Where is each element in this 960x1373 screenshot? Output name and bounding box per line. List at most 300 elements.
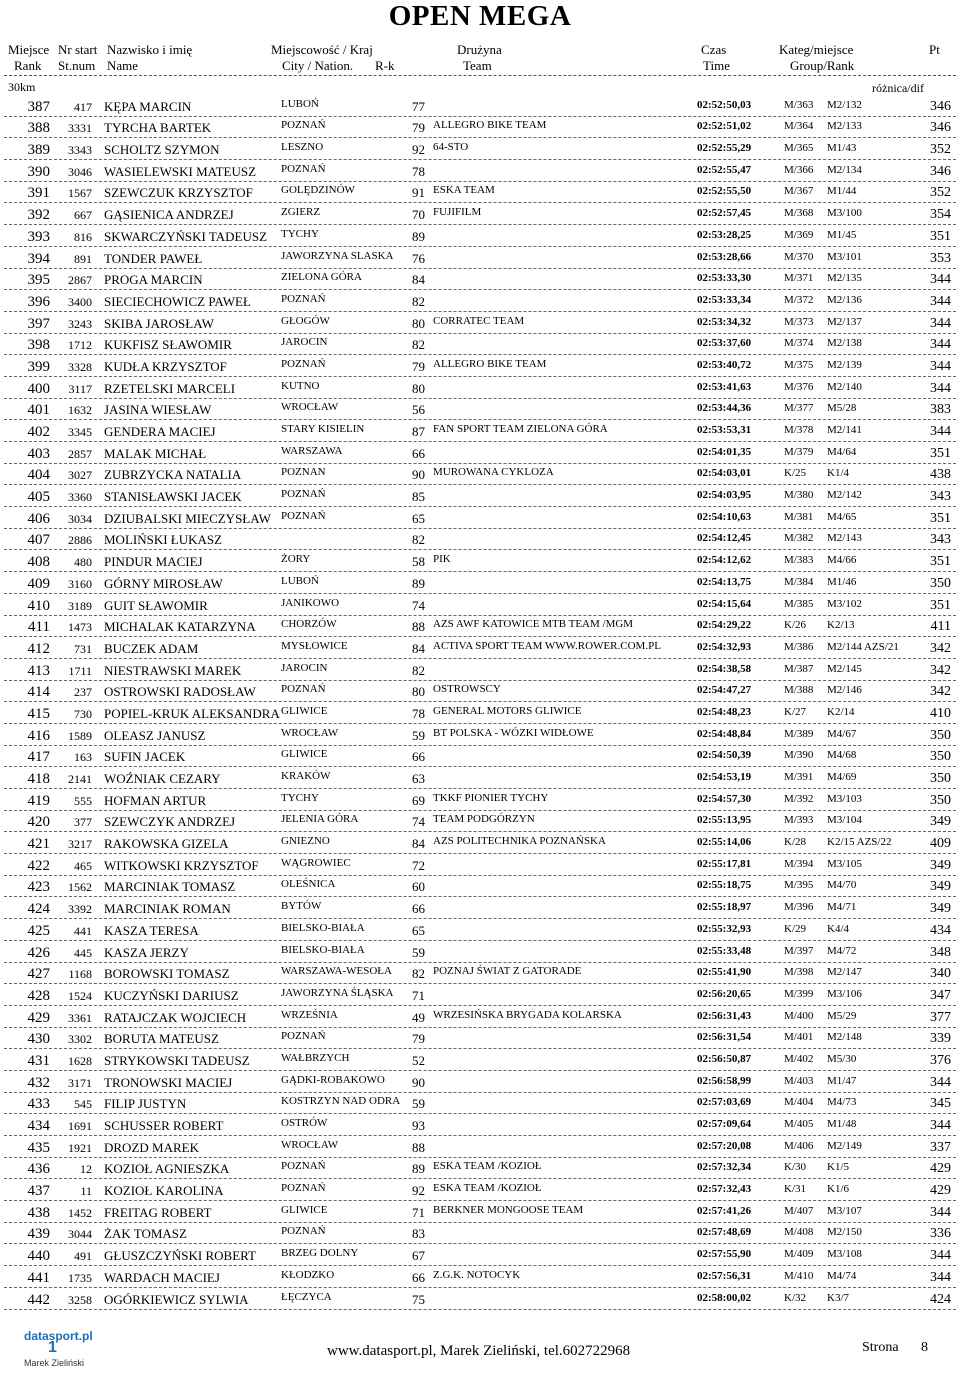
table-row (0, 854, 960, 876)
points-cell: 340 (930, 966, 951, 982)
points-cell: 349 (930, 857, 951, 873)
table-row (0, 247, 960, 269)
group-rank-cell: M3/105 (827, 857, 862, 870)
team-cell: ESKA TEAM (433, 184, 495, 197)
city-cell: KOSTRZYN NAD ODRA (281, 1095, 401, 1108)
start-number-cell: 1452 (68, 1205, 92, 1220)
city-cell: BIELSKO-BIAŁA (281, 943, 365, 956)
time-cell: 02:53:28,66 (697, 250, 752, 263)
birth-year-cell: 74 (412, 814, 425, 830)
city-cell: GNIEZNO (281, 835, 330, 848)
birth-year-cell: 66 (412, 901, 425, 917)
points-cell: 350 (930, 749, 951, 765)
points-cell: 336 (930, 1226, 951, 1242)
team-cell: FAN SPORT TEAM ZIELONA GÓRA (433, 423, 608, 435)
header-nazwisko: Nazwisko i imię (107, 42, 193, 57)
category-cell: M/366 (784, 163, 814, 176)
team-cell: TKKF PIONIER TYCHY (433, 791, 549, 804)
header-kateg: Kateg/miejsce (779, 42, 854, 57)
table-row (0, 203, 960, 225)
birth-year-cell: 75 (412, 1291, 425, 1307)
rider-name-cell: MICHALAK KATARZYNA (104, 619, 256, 635)
rider-name-cell: WOŹNIAK CEZARY (104, 771, 221, 786)
time-cell: 02:53:41,63 (697, 380, 752, 393)
start-number-cell: 491 (74, 1249, 92, 1264)
birth-year-cell: 77 (412, 98, 425, 114)
page-title: OPEN MEGA (388, 0, 572, 32)
rank-cell: 410 (27, 597, 50, 614)
rider-name-cell: GĄSIENICA ANDRZEJ (104, 207, 234, 223)
team-cell: WRZESIŃSKA BRYGADA KOLARSKA (433, 1008, 622, 1021)
table-row (0, 1158, 960, 1180)
start-number-cell: 1562 (68, 880, 92, 895)
category-cell: K/28 (784, 836, 806, 849)
city-cell: CHORZÓW (281, 618, 337, 631)
rider-name-cell: OSTROWSKI RADOSŁAW (104, 684, 256, 700)
category-cell: M/378 (784, 424, 814, 436)
table-row (0, 1266, 960, 1288)
time-cell: 02:54:50,39 (697, 749, 752, 762)
start-number-cell: 3044 (68, 1227, 92, 1242)
start-number-cell: 237 (74, 685, 92, 700)
category-cell: M/398 (784, 966, 814, 979)
city-cell: JAROCIN (281, 661, 328, 674)
table-row (0, 919, 960, 941)
table-row (0, 377, 960, 399)
birth-year-cell: 84 (412, 836, 425, 852)
rank-cell: 399 (27, 358, 50, 375)
rider-name-cell: GÓRNY MIROSŁAW (104, 575, 223, 591)
time-cell: 02:52:51,02 (697, 120, 752, 133)
start-number-cell: 891 (74, 251, 92, 266)
table-row (0, 550, 960, 572)
rank-cell: 411 (28, 619, 50, 636)
category-cell: M/363 (784, 98, 814, 111)
category-cell: M/373 (784, 315, 814, 328)
rider-name-cell: GENDERA MACIEJ (104, 424, 216, 439)
rank-cell: 421 (27, 836, 50, 853)
time-cell: 02:55:18,97 (697, 901, 752, 914)
category-cell: M/396 (784, 901, 814, 914)
points-cell: 438 (930, 467, 951, 483)
table-row (0, 984, 960, 1006)
rider-name-cell: FREITAG ROBERT (104, 1204, 212, 1220)
city-cell: GLIWICE (281, 704, 328, 717)
rider-name-cell: MALAK MICHAŁ (104, 445, 207, 461)
rider-name-cell: ŻAK TOMASZ (104, 1226, 187, 1242)
table-row (0, 269, 960, 291)
city-cell: TYCHY (281, 791, 319, 804)
points-cell: 344 (930, 293, 951, 309)
city-cell: POZNAŃ (281, 1225, 326, 1238)
start-number-cell: 3189 (68, 598, 92, 613)
city-cell: WROCŁAW (281, 726, 339, 739)
birth-year-cell: 66 (412, 1269, 425, 1285)
category-cell: M/374 (784, 337, 814, 350)
category-cell: M/365 (784, 142, 814, 155)
category-cell: K/31 (784, 1183, 806, 1196)
points-cell: 349 (930, 814, 951, 830)
header-city: City / Nation. (282, 58, 354, 73)
rank-cell: 409 (27, 575, 50, 592)
city-cell: JAROCIN (281, 336, 328, 349)
group-rank-cell: M3/108 (827, 1248, 862, 1261)
points-cell: 383 (930, 402, 951, 418)
start-number-cell: 3027 (68, 468, 92, 483)
rank-cell: 433 (27, 1096, 50, 1113)
birth-year-cell: 88 (412, 619, 425, 635)
category-cell: M/410 (784, 1269, 814, 1282)
category-cell: M/385 (784, 597, 814, 610)
group-rank-cell: M4/64 (827, 445, 857, 458)
category-cell: M/402 (784, 1052, 814, 1065)
group-rank-cell: K1/4 (827, 467, 849, 480)
header-nr-start: Nr start (58, 42, 98, 57)
time-cell: 02:54:03,01 (697, 467, 752, 480)
city-cell: JAWORZYNA ŚLĄSKA (281, 986, 394, 999)
points-cell: 351 (930, 554, 951, 570)
birth-year-cell: 79 (412, 358, 425, 374)
group-rank-cell: M1/45 (827, 228, 857, 241)
team-cell: MUROWANA CYKLOZA (433, 466, 554, 479)
birth-year-cell: 80 (412, 315, 425, 331)
birth-year-cell: 83 (412, 1226, 425, 1242)
rank-cell: 422 (27, 857, 50, 874)
birth-year-cell: 78 (412, 705, 425, 721)
time-cell: 02:54:38,58 (697, 662, 752, 675)
rank-cell: 403 (27, 445, 50, 462)
rider-name-cell: SCHUSSER ROBERT (104, 1118, 224, 1133)
rider-name-cell: SZEWCZYK ANDRZEJ (104, 814, 236, 830)
table-row (0, 702, 960, 724)
rider-name-cell: MARCINIAK ROMAN (104, 901, 231, 917)
group-rank-cell: K2/15 AZS/22 (827, 836, 892, 849)
start-number-cell: 3331 (68, 121, 92, 136)
birth-year-cell: 82 (412, 966, 425, 982)
rider-name-cell: STRYKOWSKI TADEUSZ (104, 1052, 250, 1068)
birth-year-cell: 71 (412, 1204, 425, 1220)
rider-name-cell: KASZA JERZY (104, 944, 189, 960)
rank-cell: 400 (27, 380, 50, 397)
rider-name-cell: KASZA TERESA (104, 922, 199, 938)
birth-year-cell: 59 (412, 944, 425, 960)
birth-year-cell: 87 (412, 424, 425, 439)
header-group: Group/Rank (790, 58, 855, 73)
points-cell: 424 (930, 1291, 951, 1307)
points-cell: 344 (930, 1269, 951, 1285)
group-rank-cell: M2/141 (827, 424, 862, 436)
city-cell: TYCHY (281, 227, 319, 240)
birth-year-cell: 93 (412, 1118, 425, 1133)
team-cell: PIK (433, 553, 451, 566)
start-number-cell: 730 (74, 706, 92, 721)
category-cell: M/384 (784, 575, 814, 588)
birth-year-cell: 63 (412, 771, 425, 786)
time-cell: 02:57:55,90 (697, 1248, 752, 1261)
table-row (0, 464, 960, 486)
rider-name-cell: FILIP JUSTYN (104, 1096, 187, 1112)
rank-cell: 434 (27, 1118, 50, 1134)
table-row (0, 1179, 960, 1201)
points-cell: 376 (930, 1052, 951, 1068)
birth-year-cell: 90 (412, 467, 425, 483)
rank-cell: 408 (27, 554, 50, 571)
birth-year-cell: 72 (412, 857, 425, 873)
header-rk: R-k (375, 58, 395, 73)
category-cell: M/370 (784, 250, 814, 263)
table-row (0, 138, 960, 160)
city-cell: GLIWICE (281, 1203, 328, 1216)
points-cell: 350 (930, 575, 951, 591)
time-cell: 02:53:33,34 (697, 293, 752, 306)
group-rank-cell: M3/101 (827, 250, 862, 263)
category-cell: M/395 (784, 879, 814, 892)
points-cell: 344 (930, 315, 951, 331)
rank-cell: 425 (27, 922, 50, 939)
header-roznica: różnica/dif (872, 81, 924, 95)
rider-name-cell: PROGA MARCIN (104, 272, 203, 288)
time-cell: 02:54:03,95 (697, 489, 752, 502)
start-number-cell: 1628 (68, 1053, 92, 1068)
table-row (0, 594, 960, 616)
category-cell: M/399 (784, 987, 814, 1000)
group-rank-cell: M2/139 (827, 358, 862, 371)
birth-year-cell: 65 (412, 922, 425, 938)
group-rank-cell: M1/46 (827, 575, 857, 588)
time-cell: 02:54:12,62 (697, 554, 752, 567)
group-rank-cell: M4/74 (827, 1269, 857, 1282)
start-number-cell: 1712 (68, 338, 92, 353)
group-rank-cell: M2/133 (827, 120, 862, 133)
rider-name-cell: JASINA WIESŁAW (104, 402, 212, 418)
header-pt: Pt (929, 42, 940, 57)
category-cell: M/382 (784, 532, 814, 545)
points-cell: 342 (930, 684, 951, 700)
time-cell: 02:54:29,22 (697, 619, 752, 632)
birth-year-cell: 82 (412, 337, 425, 353)
rider-name-cell: SKWARCZYŃSKI TADEUSZ (104, 228, 268, 244)
time-cell: 02:55:33,48 (697, 944, 752, 957)
table-row (0, 832, 960, 854)
birth-year-cell: 82 (412, 662, 425, 678)
group-rank-cell: M2/144 AZS/21 (827, 640, 899, 653)
group-rank-cell: M3/106 (827, 987, 862, 1000)
rank-cell: 419 (27, 792, 50, 809)
team-cell: AZS AWF KATOWICE MTB TEAM /MGM (433, 618, 634, 631)
rider-name-cell: KUKFISZ SŁAWOMIR (104, 337, 232, 353)
rider-name-cell: DROZD MAREK (104, 1139, 199, 1155)
rank-cell: 405 (27, 489, 50, 506)
rank-cell: 406 (27, 510, 50, 527)
time-cell: 02:52:55,47 (697, 163, 752, 176)
group-rank-cell: M5/29 (827, 1009, 857, 1022)
category-cell: M/400 (784, 1009, 814, 1022)
start-number-cell: 1567 (68, 186, 92, 201)
time-cell: 02:54:53,19 (697, 771, 752, 783)
rank-cell: 414 (27, 684, 50, 701)
header-time: Time (703, 58, 730, 73)
table-row (0, 659, 960, 681)
birth-year-cell: 69 (412, 792, 425, 808)
table-row (0, 746, 960, 768)
birth-year-cell: 71 (412, 987, 425, 1003)
points-cell: 345 (930, 1096, 951, 1112)
rank-cell: 394 (27, 250, 50, 267)
category-cell: M/375 (784, 358, 814, 371)
table-row (0, 485, 960, 507)
table-row (0, 225, 960, 247)
rider-name-cell: SIECIECHOWICZ PAWEŁ (104, 293, 251, 309)
rank-cell: 427 (27, 966, 50, 983)
start-number-cell: 3217 (68, 837, 92, 852)
group-rank-cell: M3/100 (827, 207, 862, 220)
category-cell: M/404 (784, 1096, 814, 1109)
points-cell: 434 (930, 922, 951, 938)
birth-year-cell: 60 (412, 879, 425, 895)
points-cell: 353 (930, 250, 951, 266)
group-rank-cell: M3/103 (827, 792, 862, 805)
group-rank-cell: K1/5 (827, 1161, 849, 1174)
rider-name-cell: KOZIOŁ AGNIESZKA (104, 1161, 230, 1177)
group-rank-cell: M2/132 (827, 98, 862, 111)
start-number-cell: 3171 (68, 1075, 92, 1090)
birth-year-cell: 89 (412, 228, 425, 244)
rank-cell: 389 (27, 142, 50, 159)
category-cell: M/388 (784, 684, 814, 697)
group-rank-cell: M2/136 (827, 293, 862, 306)
table-row (0, 290, 960, 312)
category-cell: K/29 (784, 922, 806, 935)
logo-text: datasport.pl (24, 1329, 93, 1343)
table-row (0, 117, 960, 139)
group-rank-cell: M2/134 (827, 163, 862, 176)
start-number-cell: 1921 (68, 1140, 92, 1155)
datasport-logo (24, 1329, 93, 1368)
header-st-num: St.num (58, 58, 96, 73)
table-row (0, 1114, 960, 1136)
rank-cell: 387 (27, 98, 50, 115)
table-row (0, 963, 960, 985)
group-rank-cell: M1/44 (827, 185, 857, 198)
time-cell: 02:56:31,43 (697, 1009, 752, 1022)
group-rank-cell: M4/66 (827, 554, 857, 567)
points-cell: 344 (930, 380, 951, 396)
city-cell: KRAKÓW (281, 770, 331, 782)
rank-cell: 438 (27, 1204, 50, 1221)
birth-year-cell: 59 (412, 1096, 425, 1112)
city-cell: OLEŚNICA (281, 878, 336, 891)
city-cell: ZIELONA GÓRA (281, 271, 362, 284)
rider-name-cell: SKIBA JAROSŁAW (104, 315, 214, 331)
time-cell: 02:52:57,45 (697, 207, 752, 220)
category-cell: M/380 (784, 489, 814, 502)
category-cell: K/27 (784, 705, 806, 718)
birth-year-cell: 58 (412, 554, 425, 570)
rank-cell: 416 (27, 727, 50, 744)
city-cell: WROCŁAW (281, 1138, 339, 1151)
birth-year-cell: 66 (412, 445, 425, 461)
team-cell: GENERAL MOTORS GLIWICE (433, 704, 582, 717)
city-cell: GĄDKI-ROBAKOWO (281, 1073, 385, 1086)
time-cell: 02:53:40,72 (697, 358, 752, 371)
group-rank-cell: M2/142 (827, 489, 862, 502)
city-cell: LESZNO (281, 141, 324, 154)
points-cell: 351 (930, 597, 951, 613)
start-number-cell: 3258 (68, 1292, 92, 1307)
group-rank-cell: K2/14 (827, 705, 855, 718)
logo-author: Marek Zieliński (24, 1358, 85, 1368)
table-row (0, 811, 960, 833)
category-cell: M/376 (784, 380, 814, 393)
city-cell: POZNAŃ (281, 119, 326, 132)
table-row (0, 420, 960, 442)
table-row (0, 1071, 960, 1093)
table-row (0, 789, 960, 811)
birth-year-cell: 84 (412, 640, 425, 656)
table-row (0, 1049, 960, 1071)
start-number-cell: 3302 (68, 1032, 92, 1047)
rank-cell: 388 (27, 120, 50, 137)
rank-cell: 439 (27, 1226, 50, 1243)
rider-name-cell: GŁUSZCZYŃSKI ROBERT (104, 1248, 256, 1264)
rank-cell: 398 (27, 337, 50, 354)
points-cell: 344 (930, 337, 951, 353)
category-cell: M/383 (784, 554, 814, 567)
header-distance: 30km (8, 80, 36, 94)
rank-cell: 404 (27, 467, 50, 484)
rider-name-cell: TRONOWSKI MACIEJ (104, 1074, 233, 1090)
birth-year-cell: 80 (412, 684, 425, 700)
rider-name-cell: HOFMAN ARTUR (104, 792, 207, 808)
start-number-cell: 3046 (68, 164, 92, 179)
table-row (0, 529, 960, 551)
birth-year-cell: 90 (412, 1074, 425, 1090)
team-cell: OSTROWSCY (433, 683, 501, 696)
points-cell: 429 (930, 1183, 951, 1199)
rank-cell: 390 (27, 163, 50, 180)
team-cell: TEAM PODGÓRZYN (433, 813, 535, 826)
birth-year-cell: 79 (412, 120, 425, 136)
rank-cell: 431 (27, 1052, 50, 1069)
table-row (0, 1223, 960, 1245)
group-rank-cell: K3/7 (827, 1291, 849, 1304)
rank-cell: 437 (27, 1183, 50, 1200)
points-cell: 346 (930, 120, 951, 136)
rider-name-cell: WITKOWSKI KRZYSZTOF (104, 857, 259, 873)
rider-name-cell: STANISŁAWSKI JACEK (104, 489, 242, 505)
city-cell: POZNAN (281, 466, 326, 479)
start-number-cell: 3243 (68, 316, 92, 331)
rank-cell: 440 (27, 1248, 50, 1265)
birth-year-cell: 49 (412, 1009, 425, 1025)
team-cell: BT POLSKA - WÓZKI WIDŁOWE (433, 726, 594, 739)
city-cell: GOLĘDZINÓW (281, 184, 355, 197)
table-row (0, 724, 960, 746)
category-cell: M/401 (784, 1031, 814, 1044)
table-row (0, 95, 960, 117)
group-rank-cell: M2/146 (827, 684, 862, 697)
group-rank-cell: M4/73 (827, 1096, 857, 1109)
start-number-cell: 3160 (68, 576, 92, 591)
rider-name-cell: GUIT SŁAWOMIR (104, 597, 208, 613)
rider-name-cell: SZEWCZUK KRZYSZTOF (104, 185, 253, 201)
table-row (0, 572, 960, 594)
rank-cell: 393 (27, 228, 50, 245)
time-cell: 02:53:33,30 (697, 272, 752, 285)
table-row (0, 160, 960, 182)
points-cell: 339 (930, 1031, 951, 1047)
rider-name-cell: NIESTRAWSKI MAREK (104, 662, 242, 678)
